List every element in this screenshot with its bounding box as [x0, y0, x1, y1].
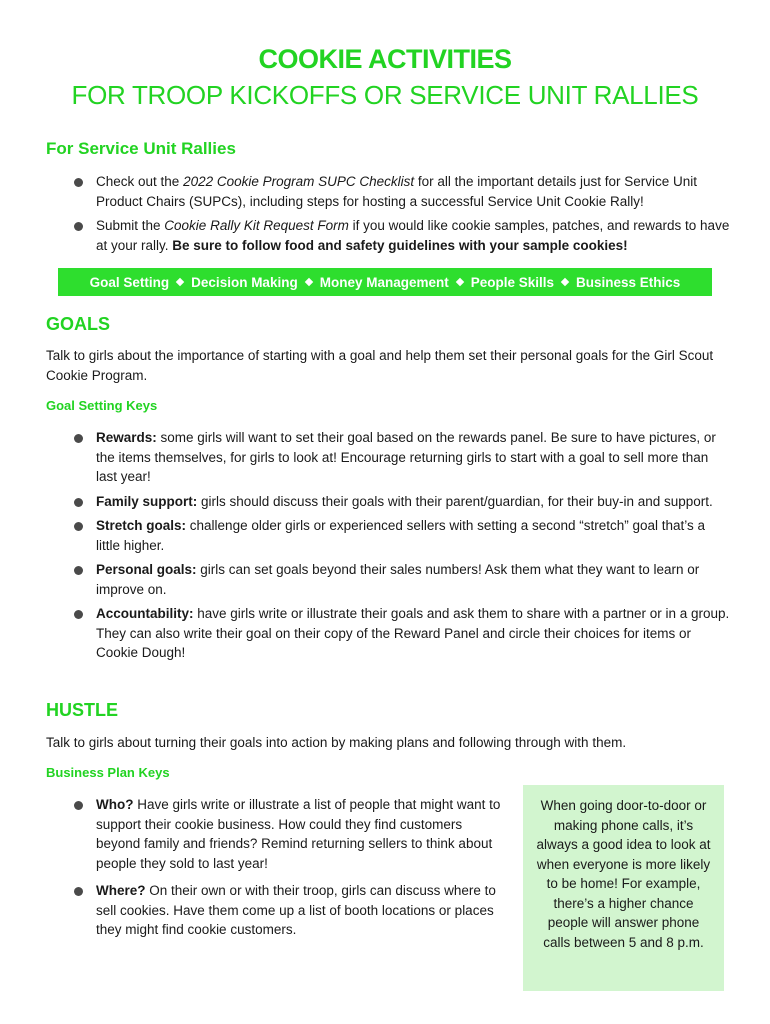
list-item	[46, 428, 731, 487]
bullet-icon	[74, 522, 83, 531]
list-item	[46, 492, 731, 512]
bullet-icon	[74, 801, 83, 810]
skill-label: Decision Making	[191, 274, 298, 290]
tip-text: When going door-to-door or making phone calls, it’s always a good idea to look at when everyone is more likely to be home! For example, there’s a higher chance people will answer phone calls between 5 and 8 p.m.	[536, 798, 711, 950]
skill-label: Business Ethics	[576, 274, 681, 290]
key-text: girls should discuss their goals with their parent/guardian, for their buy-in and support.	[197, 493, 713, 509]
hustle-heading: HUSTLE	[46, 700, 118, 720]
key-text: some girls will want to set their goal based on the rewards panel. Be sure to have pictures, or the items themselves, for girls to look at! Encourage returning girls to start with a goal to sell more than last year!	[96, 430, 716, 484]
item-text: for all the important details just for Service Unit Product Chairs (SUPCs), including steps for hosting a successful Service Unit Cookie Rally!	[96, 174, 698, 209]
goal-keys-heading: Goal Setting Keys	[46, 398, 158, 413]
key-label: Rewards:	[96, 430, 157, 445]
key-label: Where?	[96, 883, 146, 898]
bullet-icon	[74, 222, 83, 231]
form-title: Cookie Rally Kit Request Form	[164, 218, 349, 233]
skill-label: Money Management	[319, 274, 449, 290]
key-label: Stretch goals:	[96, 518, 187, 533]
skills-banner	[58, 268, 712, 296]
safety-note: Be sure to follow food and safety guidelines with your sample cookies!	[172, 237, 628, 253]
business-keys-heading: Business Plan Keys	[46, 765, 170, 780]
bullet-icon	[74, 887, 83, 896]
key-label: Family support:	[96, 493, 198, 509]
hustle-intro: Talk to girls about turning their goals into action by making plans and following through with them.	[46, 735, 627, 750]
goals-intro: Talk to girls about the importance of starting with a goal and help them set their personal goals for the Girl Scout Cookie Program.	[46, 348, 714, 383]
list-item	[46, 795, 510, 873]
checklist-title: 2022 Cookie Program SUPC Checklist	[183, 174, 415, 189]
page-title: COOKIE ACTIVITIES	[258, 44, 512, 74]
goals-heading: GOALS	[46, 314, 111, 334]
key-text: challenge older girls or experienced sellers with setting a second “stretch” goal that’s a little higher.	[96, 518, 706, 553]
bullet-icon	[74, 178, 83, 187]
diamond-icon	[455, 278, 463, 286]
item-text: Submit the	[96, 218, 165, 233]
key-label: Who?	[96, 797, 134, 812]
list-item	[46, 881, 510, 940]
diamond-icon	[176, 278, 184, 286]
list-item	[46, 560, 731, 599]
key-text: Have girls write or illustrate a list of people that might want to support their cookie business. How could they find customers beyond family and friends? Remind returning sellers to think about people they sold to last year!	[96, 797, 501, 871]
key-label: Accountability:	[96, 606, 194, 621]
list-item	[46, 216, 736, 255]
bullet-icon	[74, 610, 83, 619]
page-subtitle: FOR TROOP KICKOFFS OR SERVICE UNIT RALLIES	[71, 80, 699, 110]
key-label: Personal goals:	[96, 562, 197, 577]
item-text: Check out the	[96, 174, 184, 189]
skill-label: People Skills	[470, 274, 555, 290]
list-item	[46, 516, 731, 555]
skill-label: Goal Setting	[89, 274, 170, 290]
item-text: if you would like cookie samples, patches, and rewards to have at your rally.	[96, 218, 730, 253]
list-item	[46, 604, 731, 663]
bullet-icon	[74, 498, 83, 507]
rallies-list	[46, 172, 736, 260]
key-text: girls can set goals beyond their sales numbers! Ask them what they want to learn or improve on.	[96, 562, 700, 597]
goal-keys-list	[46, 428, 731, 668]
diamond-icon	[304, 278, 312, 286]
rallies-heading: For Service Unit Rallies	[46, 139, 236, 158]
bullet-icon	[74, 434, 83, 443]
list-item	[46, 172, 736, 211]
business-keys-list	[46, 795, 510, 945]
bullet-icon	[74, 566, 83, 575]
diamond-icon	[561, 278, 569, 286]
key-text: have girls write or illustrate their goals and ask them to share with a partner or in a group. They can also write their goal on their copy of the Reward Panel and circle their choices for items or Cookie Dough!	[96, 606, 730, 660]
tip-callout	[523, 785, 724, 991]
key-text: On their own or with their troop, girls can discuss where to sell cookies. Have them come up a list of booth locations or places they might find cookie customers.	[96, 883, 496, 937]
